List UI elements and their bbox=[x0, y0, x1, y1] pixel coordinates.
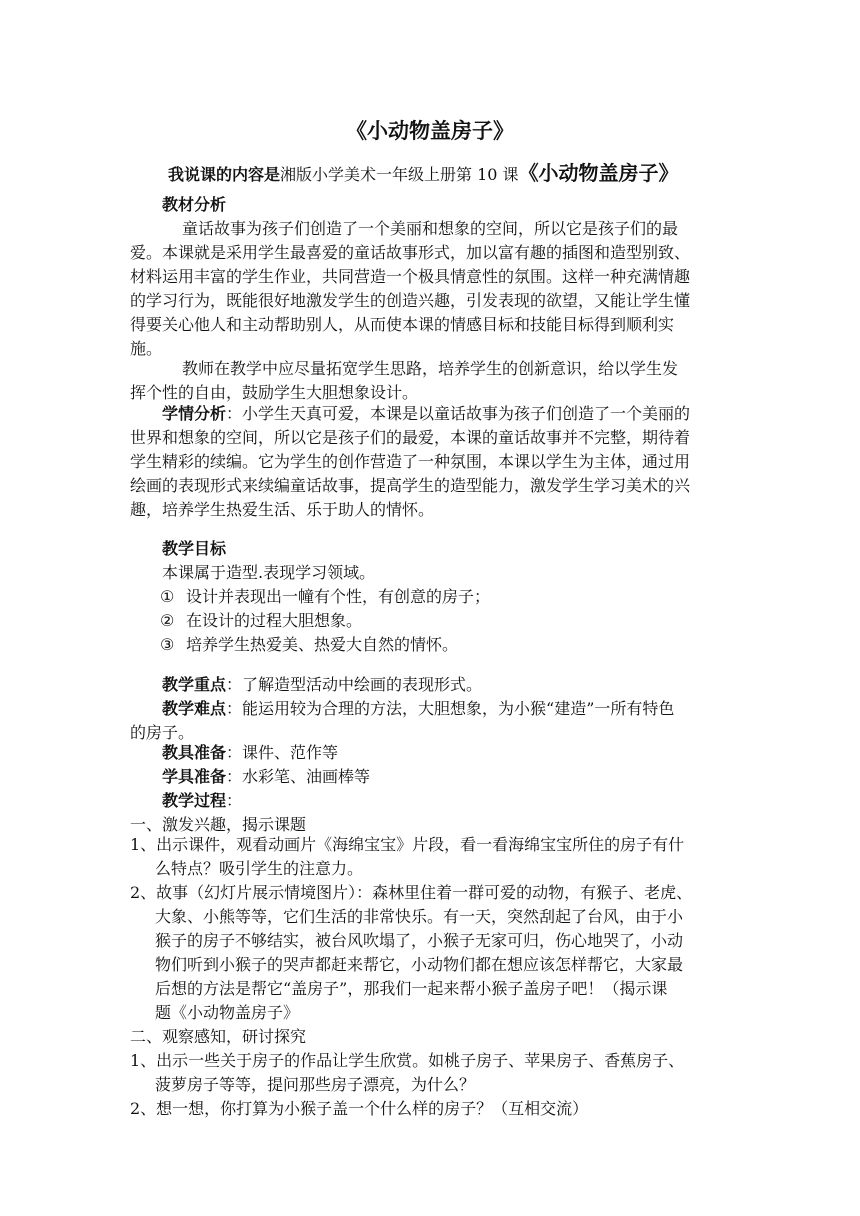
student-analysis-line: 趣，培养学生热爱生活、乐于助人的情怀。 bbox=[130, 500, 435, 519]
process-line: 一、激发兴趣，揭示课题 bbox=[130, 815, 307, 834]
key-point: 教学重点：了解造型活动中绘画的表现形式。 bbox=[162, 675, 483, 694]
process-line: 题《小动物盖房子》 bbox=[155, 1003, 300, 1022]
goal-item: ② 在设计的过程大胆想象。 bbox=[160, 611, 363, 630]
intro-rest: 湘版小学美术一年级上册第 10 课 bbox=[280, 165, 519, 184]
intro-course: 《小动物盖房子》 bbox=[518, 161, 679, 185]
process-line: 菠萝房子等等，提问那些房子漂亮，为什么？ bbox=[155, 1075, 476, 1094]
goal-item: ① 设计并表现出一幢有个性，有创意的房子； bbox=[160, 587, 491, 606]
material-p1-line: 的学习行为，既能很好地激发学生的创造兴趣，引发表现的欲望，又能让学生懂 bbox=[130, 291, 691, 310]
process-line: 1、出示一些关于房子的作品让学生欣赏。如桃子房子、苹果房子、香蕉房子、 bbox=[130, 1051, 685, 1070]
student-analysis-line: 绘画的表现形式来续编童话故事，提高学生的造型能力，激发学生学习美术的兴 bbox=[130, 476, 691, 495]
material-p1-line: 童话故事为孩子们创造了一个美丽和想象的空间，所以它是孩子们的最 bbox=[182, 219, 679, 238]
process-heading: 教学过程： bbox=[162, 791, 243, 810]
process-line: 二、观察感知，研讨探究 bbox=[130, 1027, 307, 1046]
material-p1-line: 材料运用丰富的学生作业，共同营造一个极具情意性的氛围。这样一种充满情趣 bbox=[130, 267, 691, 286]
material-heading: 教材分析 bbox=[162, 195, 227, 214]
intro-lead: 我说课的内容是 bbox=[168, 165, 281, 184]
student-analysis-line: 学生精彩的续编。它为学生的创作营造了一种氛围，本课以学生为主体，通过用 bbox=[130, 452, 691, 471]
process-line: 后想的方法是帮它“盖房子”，那我们一起来帮小猴子盖房子吧！（揭示课 bbox=[155, 979, 668, 998]
difficulty-continued: 的房子。 bbox=[130, 723, 195, 742]
student-analysis-line: 学情分析：小学生天真可爱，本课是以童话故事为孩子们创造了一个美丽的 bbox=[162, 404, 691, 423]
process-line: 猴子的房子不够结实，被台风吹塌了，小猴子无家可归，伤心地哭了，小动 bbox=[155, 931, 684, 950]
goal-item: ③ 培养学生热爱美、热爱大自然的情怀。 bbox=[160, 635, 459, 654]
material-p2-line: 挥个性的自由，鼓励学生大胆想象设计。 bbox=[130, 383, 419, 402]
process-line: 大象、小熊等等，它们生活的非常快乐。有一天，突然刮起了台风，由于小 bbox=[155, 907, 684, 926]
process-line: 2、故事（幻灯片展示情境图片）：森林里住着一群可爱的动物，有猴子、老虎、 bbox=[130, 883, 693, 902]
material-p2-line: 教师在教学中应尽量拓宽学生思路，培养学生的创新意识，给以学生发 bbox=[182, 359, 679, 378]
process-line: 1、出示课件，观看动画片《海绵宝宝》片段，看一看海绵宝宝所住的房子有什 bbox=[130, 835, 685, 854]
process-line: 2、想一想，你打算为小猴子盖一个什么样的房子？（互相交流） bbox=[130, 1099, 589, 1118]
process-line: 么特点？吸引学生的注意力。 bbox=[155, 859, 364, 878]
material-p1-line: 施。 bbox=[130, 339, 163, 358]
material-p1-line: 得要关心他人和主动帮助别人，从而使本课的情感目标和技能目标得到顺利实 bbox=[130, 315, 675, 334]
document-title: 《小动物盖房子》 bbox=[346, 118, 514, 143]
difficulty: 教学难点：能运用较为合理的方法，大胆想象，为小猴“建造”一所有特色 bbox=[162, 699, 675, 718]
process-line: 物们听到小猴子的哭声都赶来帮它，小动物们都在想应该怎样帮它，大家最 bbox=[155, 955, 684, 974]
student-analysis-label: 学情分析 bbox=[162, 404, 227, 423]
goals-heading: 教学目标 bbox=[162, 539, 227, 558]
student-analysis-line: 世界和想象的空间，所以它是孩子们的最爱，本课的童话故事并不完整，期待着 bbox=[130, 428, 691, 447]
material-p1-line: 爱。本课就是采用学生最喜爱的童话故事形式，加以富有趣的插图和造型别致、 bbox=[130, 243, 691, 262]
student-tools: 学具准备：水彩笔、油画棒等 bbox=[162, 767, 371, 786]
intro-line bbox=[168, 160, 679, 188]
teacher-tools: 教具准备：课件、范作等 bbox=[162, 743, 339, 762]
goals-intro: 本课属于造型.表现学习领域。 bbox=[162, 563, 376, 582]
